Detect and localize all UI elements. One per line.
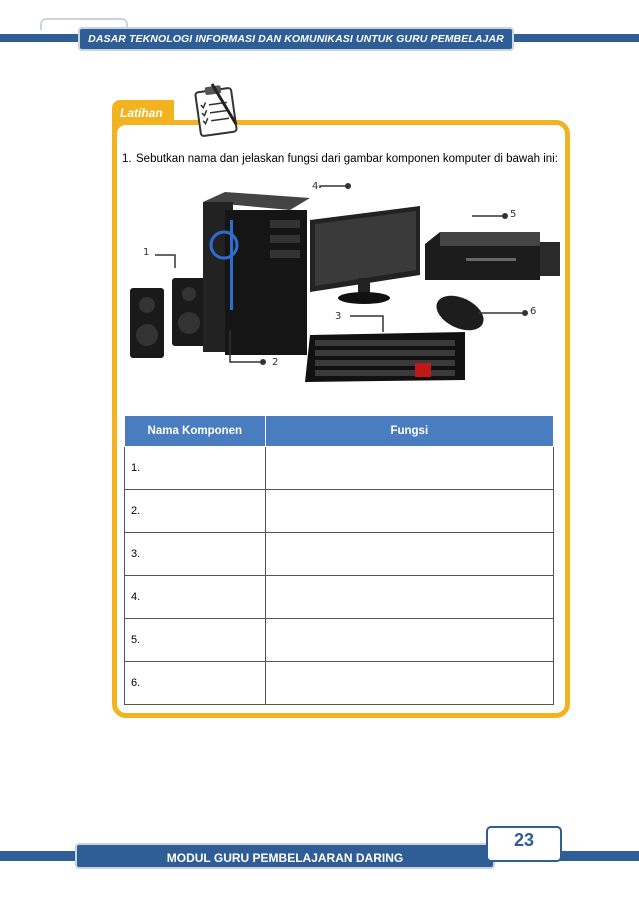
header-title: DASAR TEKNOLOGI INFORMASI DAN KOMUNIKASI UNTUK GURU PEMBELAJAR DARING [88, 33, 504, 69]
fungsi-cell[interactable] [265, 662, 553, 705]
fungsi-cell[interactable] [265, 490, 553, 533]
header-fungsi: Fungsi [265, 416, 553, 447]
row-number: 3. [125, 533, 266, 576]
fungsi-cell[interactable] [265, 533, 553, 576]
row-number: 2. [125, 490, 266, 533]
callout-1: 1 [143, 247, 150, 258]
cpu-tower-illustration [203, 192, 310, 355]
callout-2: 2 [272, 357, 279, 368]
fungsi-cell[interactable] [265, 576, 553, 619]
table-row [125, 576, 554, 619]
page-number: 23 [513, 830, 535, 850]
footer-title: MODUL GURU PEMBELAJARAN DARING [166, 851, 404, 865]
printer-illustration [425, 232, 560, 280]
latihan-label: Latihan [120, 106, 163, 120]
table-row [125, 619, 554, 662]
keyboard-illustration [305, 332, 465, 382]
fungsi-cell[interactable] [265, 619, 553, 662]
clipboard-checklist-icon [190, 80, 242, 138]
fungsi-cell[interactable] [265, 447, 553, 490]
row-number: 4. [125, 576, 266, 619]
computer-components-illustration [120, 180, 570, 395]
table-row [125, 447, 554, 490]
table-row [125, 533, 554, 576]
callout-6: 6 [530, 306, 537, 317]
row-number: 1. [125, 447, 266, 490]
table-row [125, 490, 554, 533]
table-row [125, 662, 554, 705]
table-header-row [125, 416, 554, 447]
row-number: 5. [125, 619, 266, 662]
answer-table [124, 415, 554, 705]
question-text: Sebutkan nama dan jelaskan fungsi dari gambar komponen komputer di bawah ini: [136, 153, 558, 165]
monitor-illustration [310, 206, 420, 304]
callout-5: 5 [510, 209, 517, 220]
callout-4: 4 [312, 181, 319, 192]
speakers-illustration [130, 278, 206, 358]
row-number: 6. [125, 662, 266, 705]
header-nama-komponen: Nama Komponen [125, 416, 266, 447]
question-number: 1. [122, 153, 132, 165]
callout-3: 3 [335, 311, 342, 322]
